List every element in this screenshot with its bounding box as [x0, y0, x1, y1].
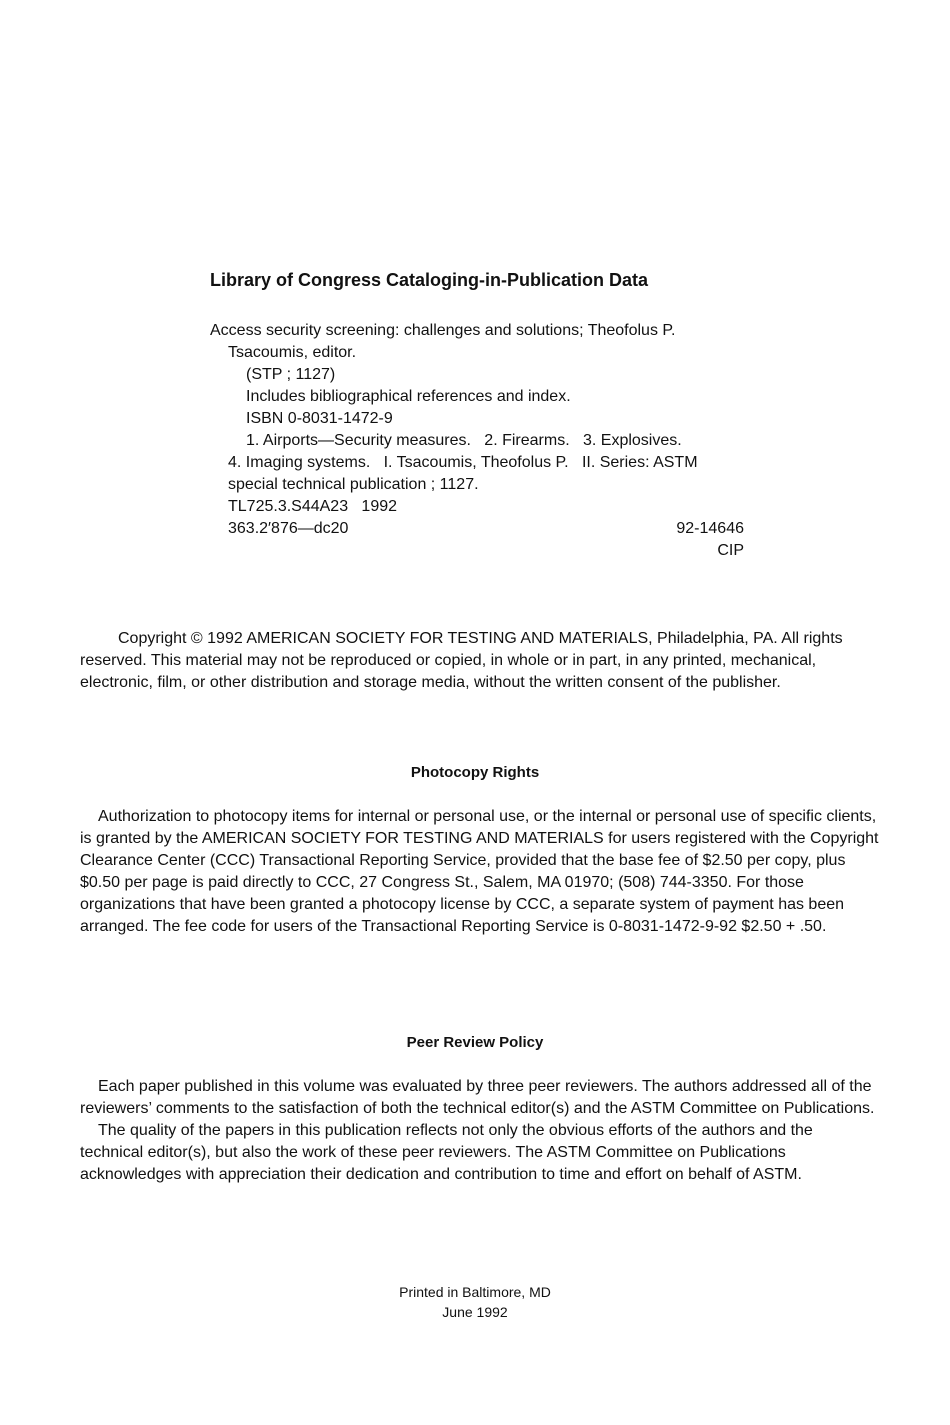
catalog-line: (STP ; 1127) [246, 366, 336, 383]
peer-review-heading: Peer Review Policy [406, 1034, 544, 1051]
catalog-line: 363.2′876—dc20 [228, 520, 349, 537]
catalog-line: Includes bibliographical references and index. [246, 388, 571, 405]
catalog-line: ISBN 0-8031-1472-9 [246, 410, 393, 427]
photocopy-rights-section [80, 806, 880, 938]
photocopy-rights-text: Authorization to photocopy items for internal or personal use, or the internal or personal use of specific clients, is granted by the AMERICAN SOCIETY FOR TESTING AND MATERIALS for users registered with the Copyright Clearance Center (CCC) Transactional Reporting Service, provided that the base fee of $2.50 per copy, plus $0.50 per page is paid directly to CCC, 27 Congress St., Salem, MA 01970; (508) 744-3350. For those organizations that have been granted a photocopy license by CCC, a separate system of payment has been arranged. The fee code for users of the Transactional Reporting Service is 0-8031-1472-9-92 $2.50 + .50. [80, 808, 879, 935]
peer-review-paragraph-1: Each paper published in this volume was evaluated by three peer reviewers. The authors addressed all of the reviewers’ comments to the satisfaction of both the technical editor(s) and the ASTM Committee on Publications. [80, 1078, 875, 1117]
catalog-line: 4. Imaging systems. I. Tsacoumis, Theofolus P. II. Series: ASTM [228, 454, 698, 471]
peer-review-paragraph-2: The quality of the papers in this publication reflects not only the obvious efforts of the authors and the technical editor(s), but also the work of these peer reviewers. The ASTM Committee on Publications acknowledges with appreciation their dedication and contribution to time and effort on behalf of ASTM. [80, 1122, 813, 1183]
catalog-line: Tsacoumis, editor. [228, 344, 357, 361]
copyright-notice [80, 628, 880, 694]
lccn-number: 92-14646 [676, 520, 744, 537]
printed-place: Printed in Baltimore, MD [399, 1284, 551, 1300]
catalog-line: special technical publication ; 1127. [228, 476, 479, 493]
catalog-line: Access security screening: challenges and solutions; Theofolus P. [210, 322, 676, 339]
catalog-title: Library of Congress Cataloging-in-Publication Data [210, 270, 649, 290]
copyright-text: Copyright © 1992 AMERICAN SOCIETY FOR TESTING AND MATERIALS, Philadelphia, PA. All rights reserved. This material may not be reproduced or copied, in whole or in part, in any printed, mechanical, electronic, film, or other distribution and storage media, without the written consent of the publisher. [80, 630, 843, 691]
photocopy-rights-heading: Photocopy Rights [410, 764, 540, 781]
catalog-line: TL725.3.S44A23 1992 [228, 498, 398, 515]
cip-label: CIP [717, 542, 744, 559]
catalog-line: 1. Airports—Security measures. 2. Firearms. 3. Explosives. [246, 432, 682, 449]
printed-date: June 1992 [442, 1304, 508, 1320]
peer-review-section [80, 1076, 880, 1186]
